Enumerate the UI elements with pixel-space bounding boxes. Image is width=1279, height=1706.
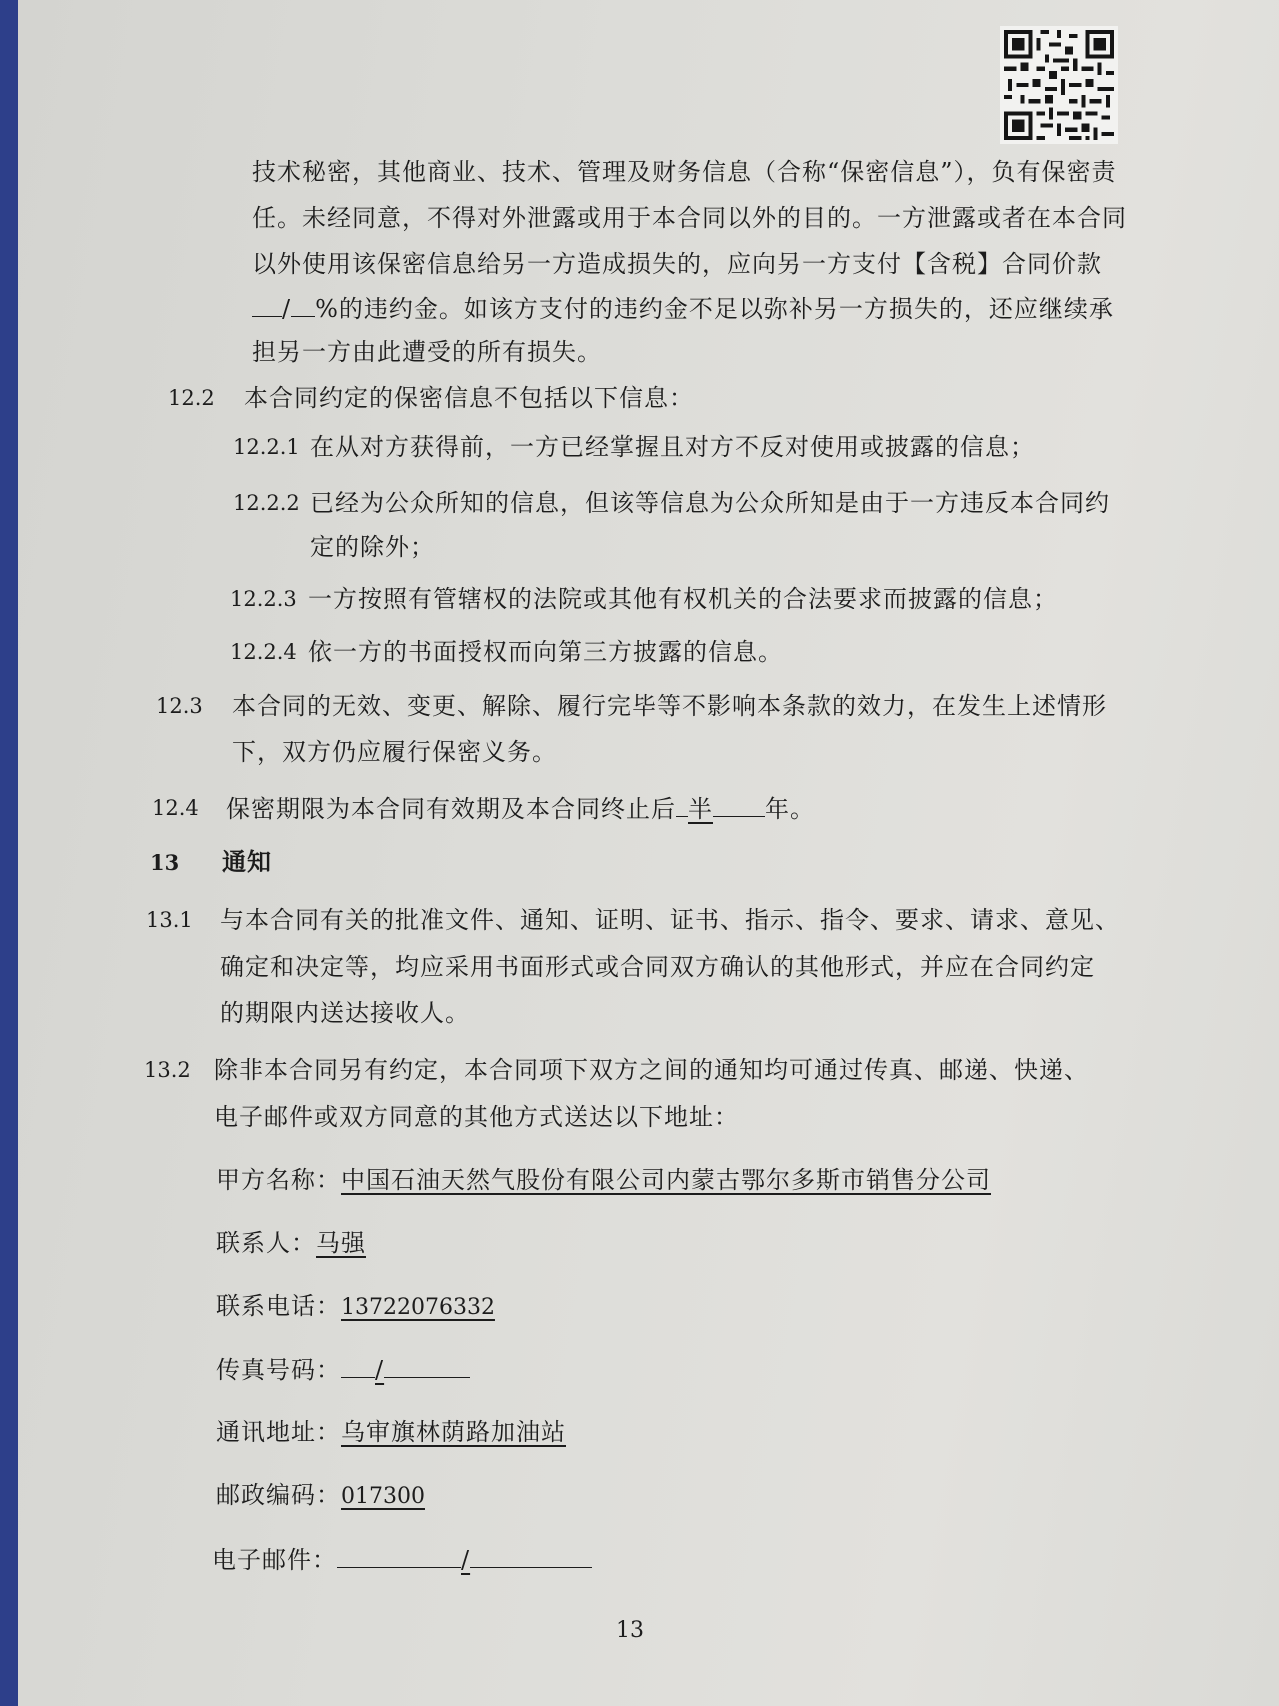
- contact-party-row: [216, 1168, 991, 1192]
- sub-clause-number: 12.2.3: [230, 587, 297, 611]
- blank-line: [470, 1547, 592, 1568]
- clause-text: 电子邮件或双方同意的其他方式送达以下地址：: [214, 1103, 739, 1131]
- contact-postcode-row: [216, 1483, 425, 1508]
- phone-value: 13722076332: [341, 1295, 495, 1320]
- clause-number: 12.3: [156, 694, 203, 718]
- sub-clause-text: 依一方的书面授权而向第三方披露的信息。: [308, 638, 783, 666]
- clause-text: 确定和决定等，均应采用书面形式或合同双方确认的其他形式，并应在合同约定: [220, 953, 1095, 981]
- postcode-value: 017300: [341, 1484, 425, 1509]
- blank-line: [713, 796, 765, 817]
- field-label: 邮政编码：: [216, 1481, 341, 1509]
- blank-line: [252, 296, 282, 317]
- clause-number: 13.2: [144, 1058, 191, 1082]
- contact-phone-row: [216, 1294, 495, 1319]
- clause-text: 与本合同有关的批准文件、通知、证明、证书、指示、指令、要求、请求、意见、: [220, 906, 1120, 934]
- sub-clause-text: 一方按照有管辖权的法院或其他有权机关的合法要求而披露的信息；: [308, 585, 1058, 613]
- sub-clause-number: 12.2.4: [230, 640, 297, 664]
- filled-value: 半: [688, 795, 713, 823]
- field-label: 电子邮件：: [212, 1546, 337, 1574]
- email-value: /: [461, 1546, 471, 1574]
- clause-text: 的期限内送达接收人。: [220, 999, 470, 1027]
- field-label: 联系人：: [216, 1229, 316, 1257]
- clause-text: 下，双方仍应履行保密义务。: [232, 738, 557, 766]
- page-number: 13: [616, 1618, 644, 1643]
- text-line: 以外使用该保密信息给另一方造成损失的，应向另一方支付【含税】合同价款: [252, 250, 1102, 278]
- qr-code-icon: [1000, 26, 1118, 144]
- blank-line: [341, 1357, 375, 1378]
- document-page: [18, 0, 1279, 1706]
- clause-text: 本合同约定的保密信息不包括以下信息：: [244, 384, 694, 412]
- clause-number: 12.4: [152, 796, 199, 820]
- contact-person-row: [216, 1231, 366, 1255]
- field-label: 联系电话：: [216, 1292, 341, 1320]
- clause-number: 13.1: [146, 908, 193, 932]
- text-run: %的违约金。如该方支付的违约金不足以弥补另一方损失的，还应继续承: [315, 295, 1114, 323]
- section-number: 13: [150, 850, 180, 875]
- blank-line: [676, 796, 688, 817]
- clause-number: 12.2: [168, 386, 215, 410]
- clause-text: [226, 796, 815, 821]
- clause-text: 本合同的无效、变更、解除、履行完毕等不影响本条款的效力，在发生上述情形: [232, 692, 1107, 720]
- fax-value: /: [375, 1356, 385, 1384]
- blank-line: [384, 1357, 470, 1378]
- blank-line: [337, 1547, 461, 1568]
- text-run: 保密期限为本合同有效期及本合同终止后: [226, 795, 676, 823]
- sub-clause-text: 定的除外；: [310, 533, 435, 561]
- address-value: 乌审旗林荫路加油站: [341, 1418, 566, 1446]
- contact-person-value: 马强: [316, 1229, 366, 1257]
- text-run: 年。: [765, 795, 815, 823]
- sub-clause-text: 在从对方获得前，一方已经掌握且对方不反对使用或披露的信息；: [310, 433, 1035, 461]
- sub-clause-number: 12.2.1: [233, 435, 300, 459]
- sub-clause-text: 已经为公众所知的信息，但该等信息为公众所知是由于一方违反本合同约: [310, 489, 1110, 517]
- clause-text: 除非本合同另有约定，本合同项下双方之间的通知均可通过传真、邮递、快递、: [214, 1056, 1089, 1084]
- field-label: 传真号码：: [216, 1356, 341, 1384]
- contact-email-row: [212, 1547, 592, 1572]
- field-label: 甲方名称：: [216, 1166, 341, 1194]
- sub-clause-number: 12.2.2: [233, 491, 300, 515]
- party-name-value: 中国石油天然气股份有限公司内蒙古鄂尔多斯市销售分公司: [341, 1166, 991, 1194]
- contact-address-row: [216, 1420, 566, 1444]
- section-title: 通知: [222, 847, 272, 876]
- filled-value: /: [282, 295, 292, 323]
- blank-line: [291, 296, 315, 317]
- field-label: 通讯地址：: [216, 1418, 341, 1446]
- text-line: 任。未经同意，不得对外泄露或用于本合同以外的目的。一方泄露或者在本合同: [252, 204, 1127, 232]
- text-line: [252, 296, 1114, 321]
- text-line: 技术秘密，其他商业、技术、管理及财务信息（合称“保密信息”），负有保密责: [252, 158, 1117, 186]
- text-line: 担另一方由此遭受的所有损失。: [252, 338, 602, 366]
- contact-fax-row: [216, 1357, 470, 1382]
